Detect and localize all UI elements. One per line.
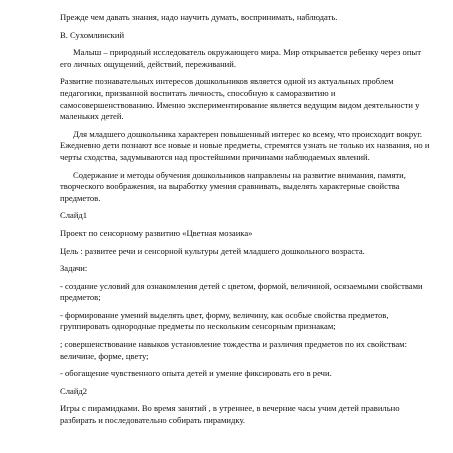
- slide2-text: Игры с пирамидками. Во время занятий , в утреннее, в вечерние часы учим детей правильно разбирать и последовательно собирать пирамидку.: [60, 403, 400, 426]
- task-item-3: ; совершенствование навыков установление тождества и различия предметов по их свойствам: величине, форме, цвету;: [60, 339, 407, 361]
- paragraph-4: Содержание и методы обучения дошкольников направлены на развитие внимания, памяти, творческого воображения, на выработку умения сравнивать, выделять характерные свойства предметов.: [60, 169, 406, 203]
- slide1-label: Слайд1: [60, 210, 88, 221]
- epigraph-author: В. Сухомлинский: [60, 29, 125, 40]
- goal-text: Цель : развитее речи и сенсорной культуры детей младшего дошкольного возраста.: [60, 245, 365, 256]
- project-title: Проект по сенсорному развитию «Цветная мозаика»: [60, 227, 253, 238]
- task-item-1: - создание условий для ознакомления детей с цветом, формой, величиной, осязаемыми свойствами предметов;: [60, 280, 423, 303]
- document-page: [60, 12, 430, 433]
- paragraph-1: Малыш – природный исследователь окружающего мира. Мир открывается ребенку через опыт его личных ощущений, действий, переживаний.: [60, 47, 421, 69]
- paragraph-3: Для младшего дошкольника характерен повышенный интерес ко всему, что происходит вокруг. Ежедневно дети познают все новые и новые предметы, стремятся узнать не только их названия, но и черты сходства, задумываются над простейшими причинами наблюдаемых явлений.: [60, 128, 430, 162]
- tasks-label: Задачи:: [60, 263, 88, 274]
- task-item-4: - обогащение чувственного опыта детей и умение фиксировать его в речи.: [60, 368, 332, 379]
- task-item-2: - формирование умений выделять цвет, форму, величину, как особые свойства предметов, группировать однородные предметы по нескольким сенсорным признакам;: [60, 309, 389, 332]
- epigraph: Прежде чем давать знания, надо научить думать, воспринимать, наблюдать.: [60, 12, 338, 22]
- slide2-label: Слайд2: [60, 385, 88, 396]
- paragraph-2: Развитие познавательных интересов дошкольников является одной из актуальных проблем педагогики, призванной воспитать личность, способную к саморазвитию и самосовершенствованию. Именно экспериментирование является ведущим видом деятельности у маленьких детей.: [60, 76, 420, 122]
